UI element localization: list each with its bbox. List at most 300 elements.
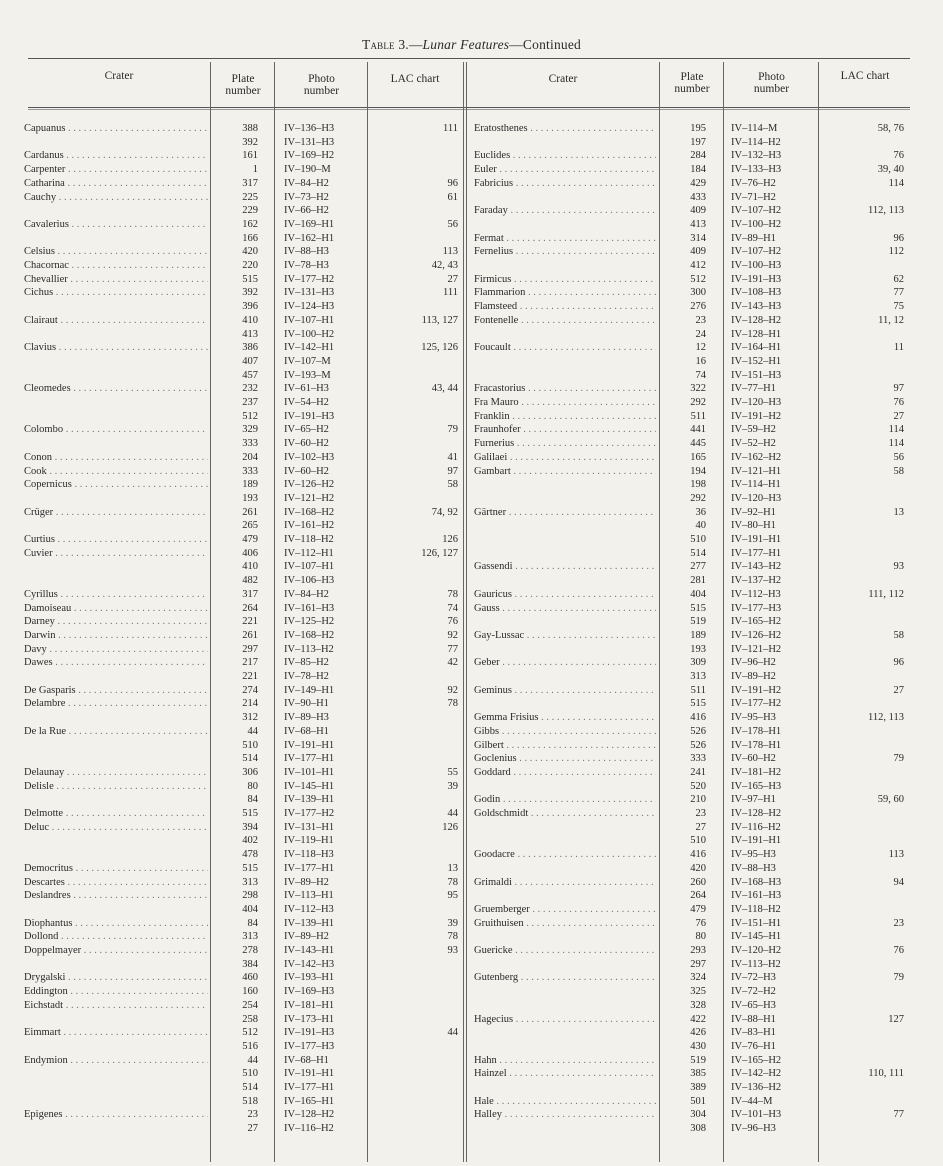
- photo-number: IV–89–H3: [284, 712, 329, 724]
- crater-name: Gruithuisen . . .: [474, 917, 656, 930]
- photo-number: IV–78–H3: [284, 260, 329, 271]
- crater-name: Davy . . .: [24, 643, 208, 656]
- header-plate-line1: Plate: [231, 73, 255, 85]
- photo-number: IV–116–H2: [731, 821, 781, 833]
- plate-number: 422: [690, 1013, 706, 1025]
- crater-name: Fabricius . . .: [474, 177, 656, 190]
- table-row: [0, 1081, 943, 1094]
- table-row: [0, 191, 943, 204]
- photo-number: IV–161–H3: [284, 602, 335, 614]
- photo-number: IV–193–H1: [284, 972, 335, 984]
- photo-number: IV–88–H1: [731, 1013, 776, 1025]
- crater-name: Delisle . . .: [24, 780, 208, 793]
- photo-number: IV–131–H3: [284, 136, 335, 148]
- table-row: [0, 177, 943, 190]
- table-row: [0, 122, 943, 135]
- crater-name: Geminus . . .: [474, 684, 656, 697]
- photo-number: IV–95–H3: [731, 849, 776, 861]
- photo-number: IV–142–H2: [731, 1068, 782, 1080]
- lac-chart: 111, 112: [868, 588, 904, 600]
- table-row: [0, 889, 943, 902]
- crater-name: Gutenberg . . .: [474, 971, 656, 984]
- table-row: [0, 314, 943, 327]
- crater-name: Furnerius . . .: [474, 437, 656, 450]
- crater-name: Gruemberger . . .: [474, 903, 656, 916]
- photo-number: IV–88–H3: [731, 862, 776, 874]
- crater-name: Chevallier . . .: [24, 273, 208, 286]
- photo-number: IV–162–H2: [731, 451, 782, 463]
- lac-chart: 75: [893, 301, 904, 313]
- photo-number: IV–193–M: [284, 369, 331, 381]
- plate-number: 409: [690, 205, 706, 217]
- crater-name: Hahn . . .: [474, 1054, 656, 1067]
- crater-name: Democritus . . .: [24, 862, 208, 875]
- header-crater-right: Crater: [548, 73, 578, 85]
- photo-number: IV–107–H2: [731, 246, 782, 258]
- lac-chart: 78: [447, 931, 458, 943]
- lac-chart: 56: [447, 218, 458, 230]
- plate-number: 426: [690, 1027, 706, 1039]
- crater-name: Clavius . . .: [24, 341, 208, 354]
- plate-number: 189: [242, 479, 258, 491]
- table-row: [0, 574, 943, 587]
- plate-number: 460: [242, 972, 258, 984]
- plate-number: 501: [690, 1095, 706, 1107]
- photo-number: IV–165–H3: [731, 780, 782, 792]
- plate-number: 317: [242, 177, 258, 189]
- crater-name: Cardanus . . .: [24, 149, 208, 162]
- crater-name: Celsius . . .: [24, 245, 208, 258]
- crater-name: Gemma Frisius . . .: [474, 711, 656, 724]
- table-row: [0, 286, 943, 299]
- table-row: [0, 410, 943, 423]
- photo-number: IV–165–H2: [731, 1054, 782, 1066]
- plate-number: 293: [690, 945, 706, 956]
- photo-number: IV–177–H1: [731, 547, 782, 559]
- plate-number: 479: [690, 903, 706, 915]
- photo-number: IV–168–H2: [284, 506, 335, 518]
- crater-name: Fra Mauro . . .: [474, 396, 656, 409]
- photo-number: IV–118–H3: [284, 849, 334, 861]
- header-photo-right: [725, 71, 818, 95]
- photo-number: IV–177–H1: [284, 1082, 335, 1093]
- photo-number: IV–149–H1: [284, 684, 335, 696]
- plate-number: 420: [690, 862, 706, 874]
- photo-number: IV–76–H1: [731, 1040, 776, 1052]
- table-row: [0, 163, 943, 176]
- photo-number: IV–96–H2: [731, 657, 776, 669]
- crater-name: Hainzel . . .: [474, 1067, 656, 1080]
- photo-number: IV–191–H3: [284, 1027, 335, 1039]
- plate-number: 412: [690, 260, 706, 271]
- plate-number: 333: [690, 753, 706, 765]
- photo-number: IV–61–H3: [284, 383, 329, 395]
- crater-name: Eimmart . . .: [24, 1026, 208, 1039]
- plate-number: 313: [242, 876, 258, 888]
- lac-chart: 44: [447, 1027, 458, 1039]
- plate-number: 394: [242, 821, 258, 833]
- plate-number: 512: [242, 410, 258, 422]
- plate-number: 225: [242, 191, 258, 203]
- crater-name: Gauricus . . .: [474, 588, 656, 601]
- photo-number: IV–173–H1: [284, 1013, 335, 1025]
- photo-number: IV–124–H3: [284, 301, 335, 313]
- photo-number: IV–107–H1: [284, 314, 335, 326]
- lac-chart: 76: [893, 150, 904, 162]
- photo-number: IV–44–M: [731, 1095, 773, 1107]
- photo-number: IV–89–H2: [284, 876, 329, 888]
- header-photo-line2: number: [753, 83, 790, 95]
- crater-name: Franklin . . .: [474, 410, 656, 423]
- lac-chart: 79: [893, 972, 904, 984]
- lac-chart: 58: [447, 479, 458, 491]
- plate-number: 84: [247, 917, 258, 929]
- lac-chart: 126: [442, 534, 458, 545]
- crater-name: Gambart . . .: [474, 465, 656, 478]
- table-row: [0, 602, 943, 615]
- photo-number: IV–177–H3: [731, 602, 782, 614]
- lac-chart: 94: [893, 876, 904, 888]
- photo-number: IV–177–H1: [284, 753, 335, 765]
- photo-number: IV–106–H3: [284, 575, 335, 587]
- photo-number: IV–168–H2: [284, 629, 335, 641]
- photo-number: IV–178–H1: [731, 739, 782, 751]
- photo-number: IV–108–H3: [731, 287, 782, 299]
- photo-number: IV–114–H2: [731, 136, 781, 148]
- photo-number: IV–120–H3: [731, 397, 782, 408]
- crater-name: Cyrillus . . .: [24, 588, 208, 601]
- photo-number: IV–133–H3: [731, 164, 782, 176]
- photo-number: IV–136–H3: [284, 123, 335, 134]
- plate-number: 260: [690, 876, 706, 888]
- table-row: [0, 506, 943, 519]
- photo-number: IV–118–H2: [731, 903, 781, 915]
- lac-chart: 43, 44: [431, 383, 458, 395]
- table-row: [0, 245, 943, 258]
- crater-name: Drygalski . . .: [24, 971, 208, 984]
- table-row: [0, 670, 943, 683]
- table-row: [0, 492, 943, 505]
- lac-chart: 126, 127: [421, 547, 458, 559]
- photo-number: IV–89–H2: [284, 931, 329, 943]
- table-row: [0, 1067, 943, 1080]
- table-row: [0, 218, 943, 231]
- crater-name: Cleomedes . . .: [24, 382, 208, 395]
- lac-chart: 127: [888, 1013, 904, 1025]
- header-photo-line1: Photo: [308, 73, 335, 85]
- photo-number: IV–73–H2: [284, 191, 329, 203]
- table-row: [0, 862, 943, 875]
- photo-number: IV–128–H2: [284, 1109, 335, 1121]
- crater-name: Fracastorius . . .: [474, 382, 656, 395]
- crater-name: Goldschmidt . . .: [474, 807, 656, 820]
- photo-number: IV–114–M: [731, 123, 778, 134]
- lac-chart: 93: [893, 561, 904, 573]
- plate-number: 258: [242, 1013, 258, 1025]
- plate-number: 313: [242, 931, 258, 943]
- photo-number: IV–107–H1: [284, 561, 335, 573]
- crater-name: Catharina . . .: [24, 177, 208, 190]
- photo-number: IV–92–H1: [731, 506, 776, 518]
- photo-number: IV–191–H3: [284, 410, 335, 422]
- photo-number: IV–169–H3: [284, 986, 335, 998]
- plate-number: 515: [690, 602, 706, 614]
- lac-chart: 114: [888, 424, 904, 436]
- crater-name: Eddington . . .: [24, 985, 208, 998]
- photo-number: IV–71–H2: [731, 191, 776, 203]
- plate-number: 300: [690, 287, 706, 299]
- plate-number: 84: [247, 794, 258, 806]
- crater-name: Crüger . . .: [24, 506, 208, 519]
- crater-name: Darney . . .: [24, 615, 208, 628]
- plate-number: 406: [242, 547, 258, 559]
- photo-number: IV–152–H1: [731, 355, 782, 367]
- plate-number: 333: [242, 438, 258, 450]
- lac-chart: 11: [893, 342, 904, 354]
- lac-chart: 126: [442, 821, 458, 833]
- crater-name: Goodacre . . .: [474, 848, 656, 861]
- header-plate-line2: number: [674, 83, 710, 95]
- lac-chart: 113: [442, 246, 458, 258]
- plate-number: 457: [242, 369, 258, 381]
- plate-number: 516: [242, 1040, 258, 1052]
- table-row: [0, 423, 943, 436]
- photo-number: IV–191–H3: [731, 273, 782, 285]
- plate-number: 40: [695, 520, 706, 532]
- plate-number: 193: [242, 492, 258, 504]
- plate-number: 189: [690, 629, 706, 641]
- lac-chart: 114: [888, 438, 904, 450]
- plate-number: 514: [690, 547, 706, 559]
- photo-number: IV–181–H1: [284, 999, 335, 1011]
- plate-number: 44: [247, 725, 258, 737]
- lac-chart: 58: [893, 629, 904, 641]
- photo-number: IV–139–H1: [284, 917, 335, 929]
- table-row: [0, 615, 943, 628]
- header-photo-left: [276, 73, 367, 97]
- photo-number: IV–113–H2: [284, 643, 334, 655]
- photo-number: IV–66–H2: [284, 205, 329, 217]
- crater-name: Curtius . . .: [24, 533, 208, 546]
- plate-number: 80: [247, 780, 258, 792]
- crater-name: Eratosthenes . . .: [474, 122, 656, 135]
- photo-number: IV–60–H2: [731, 753, 776, 765]
- lac-chart: 39, 40: [877, 164, 904, 176]
- table-row: [0, 437, 943, 450]
- photo-number: IV–80–H1: [731, 520, 776, 532]
- lac-chart: 97: [447, 465, 458, 477]
- plate-number: 265: [242, 520, 258, 532]
- crater-name: Damoiseau . . .: [24, 602, 208, 615]
- lac-chart: 110, 111: [868, 1068, 904, 1080]
- photo-number: IV–112–H3: [284, 903, 334, 915]
- lac-chart: 78: [447, 876, 458, 888]
- crater-name: De Gasparis . . .: [24, 684, 208, 697]
- photo-number: IV–107–M: [284, 355, 331, 367]
- photo-number: IV–177–H1: [284, 862, 335, 874]
- plate-number: 430: [690, 1040, 706, 1052]
- lac-chart: 95: [447, 890, 458, 902]
- plate-number: 526: [690, 725, 706, 737]
- plate-number: 237: [242, 397, 258, 408]
- photo-number: IV–118–H2: [284, 534, 334, 545]
- photo-number: IV–145–H1: [731, 931, 782, 943]
- crater-name: Goddard . . .: [474, 766, 656, 779]
- plate-number: 389: [690, 1082, 706, 1093]
- photo-number: IV–65–H3: [731, 999, 776, 1011]
- plate-number: 12: [695, 342, 706, 354]
- plate-number: 220: [242, 260, 258, 271]
- photo-number: IV–89–H2: [731, 671, 776, 682]
- plate-number: 184: [690, 164, 706, 176]
- table-row: [0, 369, 943, 382]
- photo-number: IV–128–H2: [731, 314, 782, 326]
- plate-number: 410: [242, 314, 258, 326]
- photo-number: IV–121–H2: [284, 492, 335, 504]
- lac-chart: 112, 113: [868, 205, 904, 217]
- plate-number: 308: [690, 1123, 706, 1135]
- plate-number: 402: [242, 835, 258, 847]
- photo-number: IV–131–H1: [284, 821, 335, 833]
- photo-number: IV–59–H2: [731, 424, 776, 436]
- crater-name: Conon . . .: [24, 451, 208, 464]
- photo-number: IV–120–H3: [731, 492, 782, 504]
- crater-name: Darwin . . .: [24, 629, 208, 642]
- plate-number: 23: [695, 314, 706, 326]
- photo-number: IV–137–H2: [731, 575, 782, 587]
- photo-number: IV–60–H2: [284, 465, 329, 477]
- photo-number: IV–88–H3: [284, 246, 329, 258]
- plate-number: 232: [242, 383, 258, 395]
- table-row: [0, 588, 943, 601]
- table-row: [0, 136, 943, 149]
- plate-number: 16: [695, 355, 706, 367]
- crater-name: Delaunay . . .: [24, 766, 208, 779]
- photo-number: IV–113–H2: [731, 958, 781, 970]
- lac-chart: 93: [447, 945, 458, 956]
- lac-chart: 113: [888, 849, 904, 861]
- table-row: [0, 971, 943, 984]
- lac-chart: 76: [893, 397, 904, 408]
- table-row: [0, 1122, 943, 1135]
- crater-name: Gibbs . . .: [474, 725, 656, 738]
- photo-number: IV–65–H2: [284, 424, 329, 436]
- table-row: [0, 697, 943, 710]
- plate-number: 413: [690, 218, 706, 230]
- header-rule: [28, 107, 910, 108]
- photo-number: IV–177–H3: [284, 1040, 335, 1052]
- photo-number: IV–168–H3: [731, 876, 782, 888]
- plate-number: 325: [690, 986, 706, 998]
- table-row: [0, 725, 943, 738]
- photo-number: IV–131–H3: [284, 287, 335, 299]
- header-plate-left: [212, 73, 274, 97]
- lac-chart: 58, 76: [877, 123, 904, 134]
- plate-number: 385: [690, 1068, 706, 1080]
- photo-number: IV–142–H3: [284, 958, 335, 970]
- photo-number: IV–60–H2: [284, 438, 329, 450]
- lac-chart: 13: [893, 506, 904, 518]
- photo-number: IV–112–H1: [284, 547, 334, 559]
- photo-number: IV–85–H2: [284, 657, 329, 669]
- table-row: [0, 684, 943, 697]
- table-row: [0, 780, 943, 793]
- photo-number: IV–84–H2: [284, 588, 329, 600]
- plate-number: 410: [242, 561, 258, 573]
- photo-number: IV–84–H2: [284, 177, 329, 189]
- crater-name: Flamsteed . . .: [474, 300, 656, 313]
- photo-number: IV–76–H2: [731, 177, 776, 189]
- header-plate-line1: Plate: [680, 71, 704, 83]
- crater-name: Colombo . . .: [24, 423, 208, 436]
- plate-number: 197: [690, 136, 706, 148]
- plate-number: 27: [247, 1123, 258, 1135]
- photo-number: IV–121–H2: [731, 643, 782, 655]
- plate-number: 512: [690, 273, 706, 285]
- photo-number: IV–161–H2: [284, 520, 335, 532]
- lac-chart: 42, 43: [431, 260, 458, 271]
- header-plate-right: [661, 71, 723, 95]
- plate-number: 221: [242, 671, 258, 682]
- plate-number: 309: [690, 657, 706, 669]
- photo-number: IV–68–H1: [284, 1054, 329, 1066]
- plate-number: 284: [690, 150, 706, 162]
- plate-number: 416: [690, 712, 706, 724]
- lac-chart: 27: [893, 410, 904, 422]
- lac-chart: 78: [447, 698, 458, 710]
- plate-number: 384: [242, 958, 258, 970]
- crater-name: Godin . . .: [474, 793, 656, 806]
- photo-number: IV–161–H3: [731, 890, 782, 902]
- plate-number: 520: [690, 780, 706, 792]
- plate-number: 24: [695, 328, 706, 340]
- plate-number: 478: [242, 849, 258, 861]
- table-row: [0, 149, 943, 162]
- table-row: [0, 930, 943, 943]
- lac-chart: 13: [447, 862, 458, 874]
- table-row: [0, 876, 943, 889]
- header-plate-line2: number: [225, 85, 261, 97]
- table-row: [0, 478, 943, 491]
- photo-number: IV–164–H1: [731, 342, 782, 354]
- plate-number: 324: [690, 972, 706, 984]
- photo-number: IV–151–H3: [731, 369, 782, 381]
- plate-number: 204: [242, 451, 258, 463]
- photo-number: IV–181–H2: [731, 766, 782, 778]
- crater-name: Fraunhofer . . .: [474, 423, 656, 436]
- lac-chart: 92: [447, 684, 458, 696]
- crater-name: Gärtner . . .: [474, 506, 656, 519]
- crater-name: Chacornac . . .: [24, 259, 208, 272]
- plate-number: 297: [242, 643, 258, 655]
- plate-number: 322: [690, 383, 706, 395]
- crater-name: Diophantus . . .: [24, 917, 208, 930]
- crater-name: Gay-Lussac . . .: [474, 629, 656, 642]
- photo-number: IV–191–H2: [731, 410, 782, 422]
- plate-number: 404: [690, 588, 706, 600]
- plate-number: 27: [695, 821, 706, 833]
- lac-chart: 92: [447, 629, 458, 641]
- photo-number: IV–120–H2: [731, 945, 782, 956]
- plate-number: 23: [247, 1109, 258, 1121]
- photo-number: IV–113–H1: [284, 890, 334, 902]
- table-row: [0, 533, 943, 546]
- photo-number: IV–52–H2: [731, 438, 776, 450]
- table-row: [0, 807, 943, 820]
- crater-name: Doppelmayer . . .: [24, 944, 208, 957]
- table-title: [0, 37, 943, 53]
- photo-number: IV–177–H2: [284, 273, 335, 285]
